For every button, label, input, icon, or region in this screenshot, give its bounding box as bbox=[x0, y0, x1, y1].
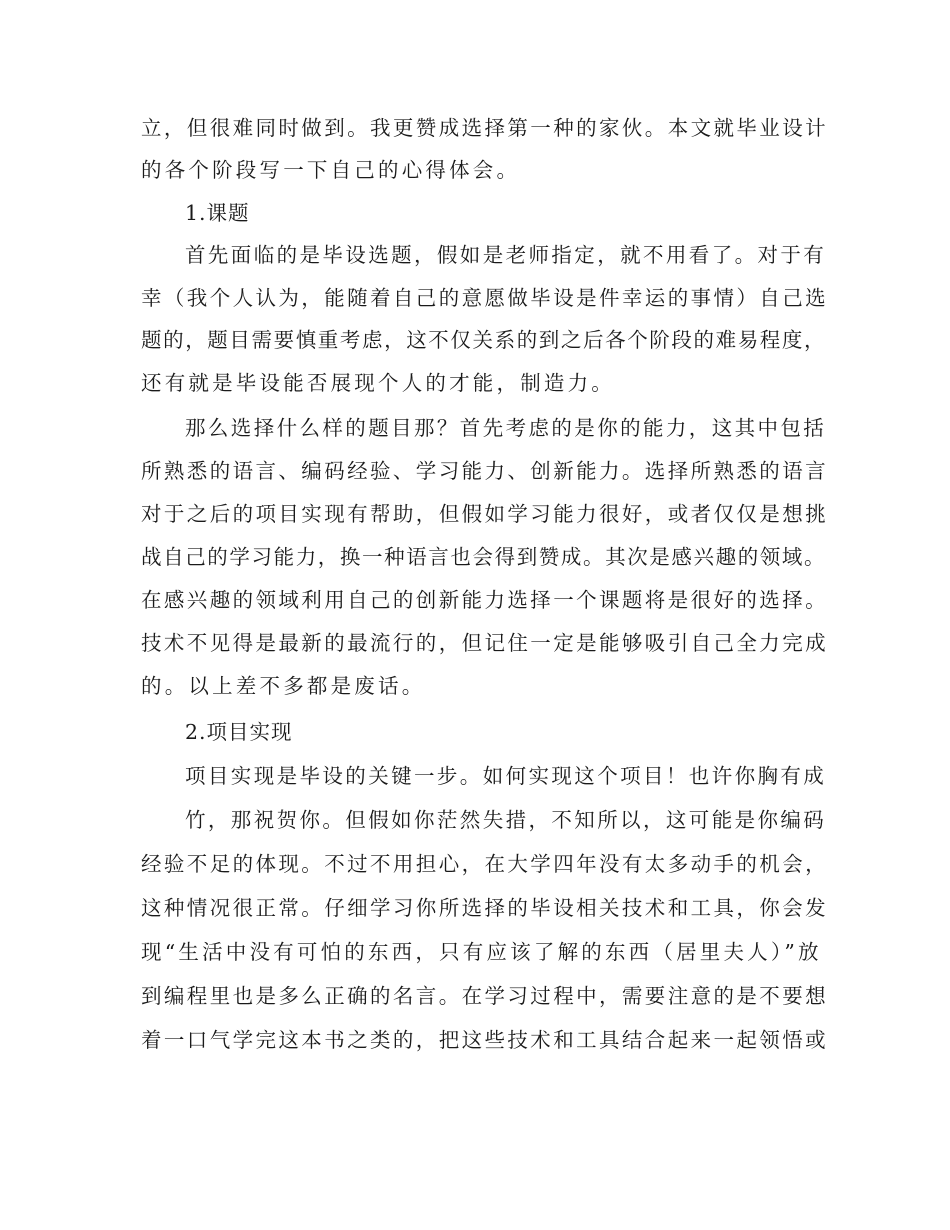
paragraph-line: 还有就是毕设能否展现个人的才能，制造力。 bbox=[141, 371, 615, 395]
paragraph-line: 竹，那祝贺你。但假如你茫然失措，不知所以，这可能是你编码 bbox=[185, 808, 827, 832]
section-heading: 1.课题 bbox=[185, 201, 250, 225]
paragraph-line: 所熟悉的语言、编码经验、学习能力、创新能力。选择所熟悉的语言 bbox=[141, 459, 828, 483]
paragraph-line: 着一口气学完这本书之类的，把这些技术和工具结合起来一起领悟或 bbox=[141, 1028, 828, 1052]
paragraph-line: 题的，题目需要慎重考虑，这不仅关系的到之后各个阶段的难易程度， bbox=[141, 328, 827, 352]
paragraph-line: 到编程里也是多么正确的名言。在学习过程中，需要注意的是不要想 bbox=[141, 984, 828, 1008]
paragraph-line: 那么选择什么样的题目那？首先考虑的是你的能力，这其中包括 bbox=[185, 416, 827, 440]
paragraph-line: 技术不见得是最新的最流行的，但记住一定是能够吸引自己全力完成 bbox=[141, 631, 828, 655]
paragraph-line: 战自己的学习能力，换一种语言也会得到赞成。其次是感兴趣的领域。 bbox=[141, 545, 827, 569]
paragraph-line: 立，但很难同时做到。我更赞成选择第一种的家伙。本文就毕业设计 bbox=[141, 116, 828, 140]
paragraph-line: 的。以上差不多都是废话。 bbox=[141, 674, 426, 698]
paragraph-line: 这种情况很正常。仔细学习你所选择的毕设相关技术和工具，你会发 bbox=[141, 896, 828, 920]
paragraph-line: 的各个阶段写一下自己的心得体会。 bbox=[141, 158, 521, 182]
paragraph-line: 项目实现是毕设的关键一步。如何实现这个项目！也许你胸有成 bbox=[185, 764, 827, 788]
paragraph-line: 经验不足的体现。不过不用担心，在大学四年没有太多动手的机会， bbox=[141, 852, 828, 876]
paragraph-line: 在感兴趣的领域利用自己的创新能力选择一个课题将是很好的选择。 bbox=[141, 588, 828, 612]
section-heading: 2.项目实现 bbox=[185, 720, 293, 744]
paragraph-line: 对于之后的项目实现有帮助，但假如学习能力很好，或者仅仅是想挑 bbox=[141, 502, 828, 526]
paragraph-line: 现“生活中没有可怕的东西，只有应该了解的东西（居里夫人）”放 bbox=[141, 940, 822, 964]
paragraph-line: 首先面临的是毕设选题，假如是老师指定，就不用看了。对于有 bbox=[185, 243, 827, 267]
paragraph-line: 幸（我个人认为，能随着自己的意愿做毕设是件幸运的事情）自己选 bbox=[141, 286, 828, 310]
